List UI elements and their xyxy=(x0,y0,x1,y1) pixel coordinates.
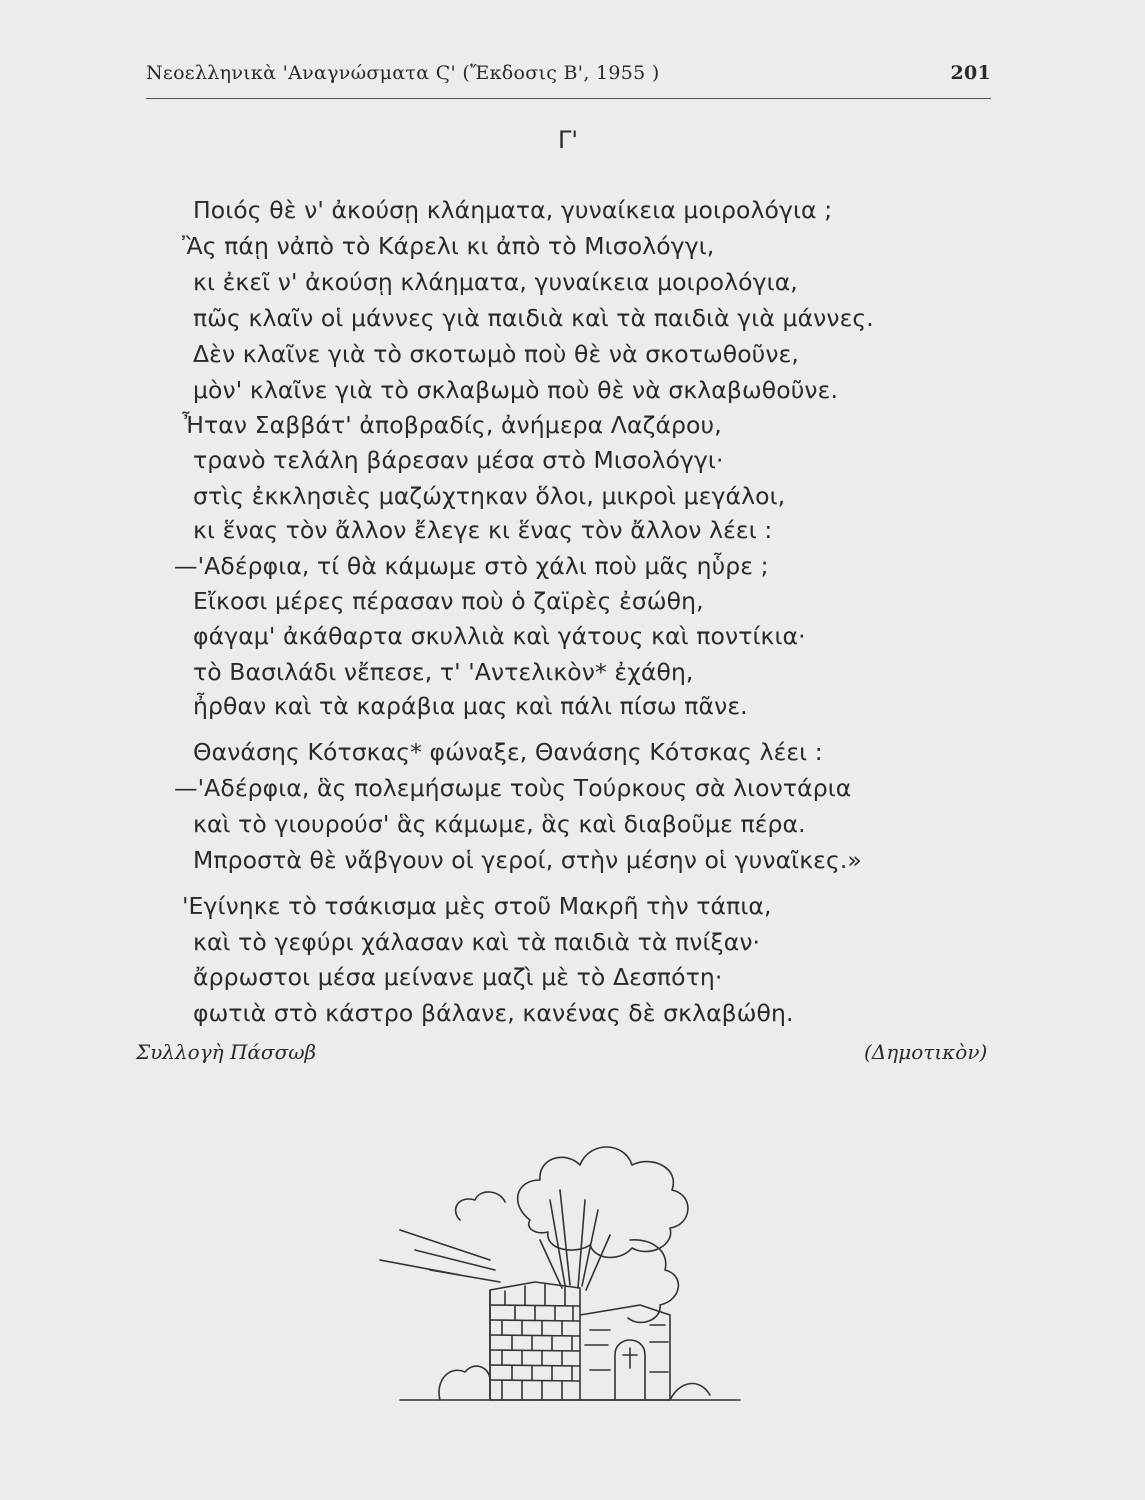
poem-line: Θανάσης Κότσκας* φώναξε, Θανάσης Κότσκας λέει : xyxy=(193,738,823,766)
collection-credit: Συλλογὴ Πάσσωβ xyxy=(136,1040,317,1064)
poem-line: ἦρθαν καὶ τὰ καράβια μας καὶ πάλι πίσω πᾶνε. xyxy=(193,692,748,720)
header-rule xyxy=(146,98,991,99)
poem-line: κι ἕνας τὸν ἄλλον ἔλεγε κι ἕνας τὸν ἄλλον λέει : xyxy=(193,516,773,544)
poem-line: Μπροστὰ θὲ νἄβγουν οἱ γεροί, στὴν μέσην οἱ γυναῖκες.» xyxy=(193,846,862,874)
poem-line: πῶς κλαῖν οἱ μάννες γιὰ παιδιὰ καὶ τὰ παιδιὰ γιὰ μάννες. xyxy=(193,304,874,332)
genre-credit: (Δημοτικὸν) xyxy=(864,1040,988,1064)
castle-explosion-illustration xyxy=(340,1110,760,1410)
section-mark: Γ' xyxy=(558,126,578,154)
poem-line: στὶς ἐκκλησιὲς μαζώχτηκαν ὅλοι, μικροὶ μεγάλοι, xyxy=(193,482,786,510)
poem-line: κι ἐκεῖ ν' ἀκούσῃ κλάηματα, γυναίκεια μοιρολόγια, xyxy=(193,268,798,296)
poem-line: καὶ τὸ γεφύρι χάλασαν καὶ τὰ παιδιὰ τὰ πνίξαν· xyxy=(193,928,761,956)
running-title: Νεοελληνικὰ 'Αναγνώσματα Ϛ' (Ἔκδοσις Β', 1955 ) xyxy=(146,62,660,84)
poem-line: —'Αδέρφια, τί θὰ κάμωμε στὸ χάλι ποὺ μᾶς ηὗρε ; xyxy=(174,552,769,580)
poem-line: Δὲν κλαῖνε γιὰ τὸ σκοτωμὸ ποὺ θὲ νὰ σκοτωθοῦνε, xyxy=(193,340,799,368)
poem-line: Ἂς πάῃ νἀπὸ τὸ Κάρελι κι ἀπὸ τὸ Μισολόγγι, xyxy=(182,232,715,260)
poem-line: Ποιός θὲ ν' ἀκούσῃ κλάηματα, γυναίκεια μοιρολόγια ; xyxy=(193,196,833,224)
poem-line: τρανὸ τελάλη βάρεσαν μέσα στὸ Μισολόγγι· xyxy=(193,446,724,474)
page-number: 201 xyxy=(950,62,991,84)
poem-line: —'Αδέρφια, ἃς πολεμήσωμε τοὺς Τούρκους σὰ λιοντάρια xyxy=(174,774,852,802)
poem-line: καὶ τὸ γιουρούσ' ἃς κάμωμε, ἃς καὶ διαβοῦμε πέρα. xyxy=(193,810,806,838)
poem-line: 'Εγίνηκε τὸ τσάκισμα μὲς στοῦ Μακρῆ τὴν τάπια, xyxy=(182,892,772,920)
running-head xyxy=(146,62,991,84)
poem-line: φωτιὰ στὸ κάστρο βάλανε, κανένας δὲ σκλαβώθη. xyxy=(193,999,794,1027)
poem-line: ἄρρωστοι μέσα μείνανε μαζὶ μὲ τὸ Δεσπότη· xyxy=(193,963,723,991)
poem-line: φάγαμ' ἀκάθαρτα σκυλλιὰ καὶ γάτους καὶ ποντίκια· xyxy=(193,622,806,650)
poem-line: Ἦταν Σαββάτ' ἀποβραδίς, ἀνήμερα Λαζάρου, xyxy=(182,411,722,439)
poem-line: μὸν' κλαῖνε γιὰ τὸ σκλαβωμὸ ποὺ θὲ νὰ σκλαβωθοῦνε. xyxy=(193,376,839,404)
poem-line: τὸ Βασιλάδι νἔπεσε, τ' 'Αντελικὸν* ἐχάθη, xyxy=(193,658,694,686)
poem-line: Εἴκοσι μέρες πέρασαν ποὺ ὁ ζαϊρὲς ἐσώθη, xyxy=(193,587,704,615)
